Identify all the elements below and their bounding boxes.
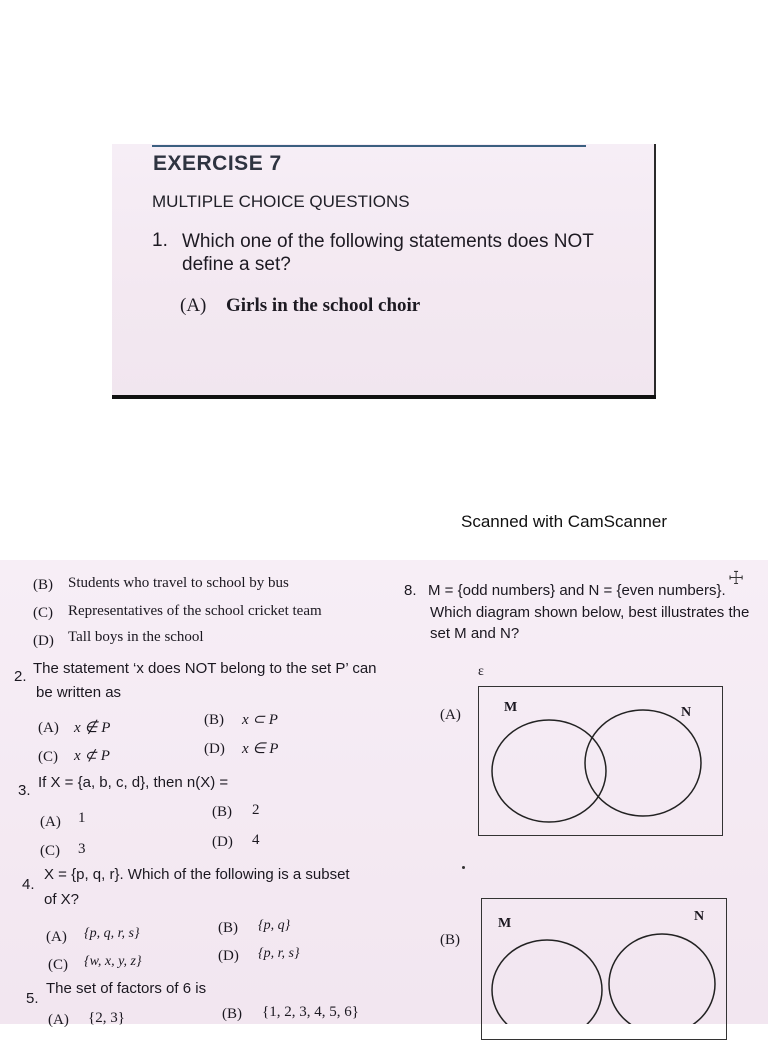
venn-b-circle-n <box>609 934 715 1024</box>
q1-option-c-letter: (C) <box>33 605 53 621</box>
page-corner-mark-icon: ☩ <box>728 568 745 588</box>
q3-option-c-letter: (C) <box>40 843 60 859</box>
q3-option-d-text: 4 <box>252 832 260 848</box>
header-rule <box>152 145 586 147</box>
q3-number: 3. <box>18 782 31 799</box>
q3-option-b-text: 2 <box>252 802 260 818</box>
q1-number: 1. <box>152 230 168 251</box>
q4-option-a-text: {p, q, r, s} <box>84 926 140 941</box>
q2-line1: The statement ‘x does NOT belong to the set P’ can <box>33 660 377 677</box>
q2-option-a-letter: (A) <box>38 720 59 736</box>
q3-option-d-letter: (D) <box>212 834 233 850</box>
q1-option-d-letter: (D) <box>33 633 54 649</box>
q3-text: If X = {a, b, c, d}, then n(X) = <box>38 774 229 791</box>
q4-number: 4. <box>22 876 35 893</box>
q5-option-a-letter: (A) <box>48 1012 69 1028</box>
q4-option-a-letter: (A) <box>46 929 67 945</box>
q3-option-b-letter: (B) <box>212 804 232 820</box>
q2-option-d-text: x ∈ P <box>242 741 279 757</box>
q8-line3: set M and N? <box>430 625 520 642</box>
q8-line1: M = {odd numbers} and N = {even numbers}. <box>428 582 726 599</box>
venn-a-label-m: M <box>504 700 518 715</box>
q4-option-b-text: {p, q} <box>258 918 291 933</box>
speck <box>462 866 465 869</box>
q4-option-c-letter: (C) <box>48 957 68 973</box>
q1-option-b-letter: (B) <box>33 577 53 593</box>
venn-b-label-n: N <box>694 909 705 924</box>
q8-line2: Which diagram shown below, best illustrates the <box>430 604 750 621</box>
q5-number: 5. <box>26 990 39 1007</box>
q8-number: 8. <box>404 582 417 599</box>
q2-line2: be written as <box>36 684 122 701</box>
q2-option-b-letter: (B) <box>204 712 224 728</box>
q4-option-d-text: {p, r, s} <box>258 946 300 961</box>
camscanner-watermark: Scanned with CamScanner <box>461 512 668 531</box>
venn-a-circle-n <box>585 710 701 816</box>
q3-option-a-text: 1 <box>78 810 86 826</box>
exercise-title: EXERCISE 7 <box>153 152 282 175</box>
q2-option-c-letter: (C) <box>38 749 58 765</box>
q1-option-a-text: Girls in the school choir <box>226 295 421 316</box>
q1-option-b-text: Students who travel to school by bus <box>68 575 289 591</box>
q1-option-a-letter: (A) <box>180 295 207 316</box>
q2-option-a-text: x ∉ P <box>74 720 111 736</box>
q4-line2: of X? <box>44 891 80 908</box>
venn-a-circle-m <box>492 720 606 822</box>
venn-a-label-n: N <box>681 705 692 720</box>
q2-option-c-text: x ⊄ P <box>74 748 110 764</box>
q5-option-b-text: {1, 2, 3, 4, 5, 6} <box>262 1004 359 1020</box>
universal-set-symbol: ε <box>478 664 484 679</box>
q8-diagram-b-letter: (B) <box>440 932 460 948</box>
card-bottom-edge <box>112 395 656 399</box>
q4-line1: X = {p, q, r}. Which of the following is a subset <box>44 866 350 883</box>
q8-diagram-a-letter: (A) <box>440 707 461 723</box>
venn-b-label-m: M <box>498 916 512 931</box>
q4-option-b-letter: (B) <box>218 920 238 936</box>
q2-option-d-letter: (D) <box>204 741 225 757</box>
venn-b-circle-m <box>492 940 602 1024</box>
mcq-heading: MULTIPLE CHOICE QUESTIONS <box>152 192 410 211</box>
venn-diagram-a <box>478 686 724 836</box>
q3-option-a-letter: (A) <box>40 814 61 830</box>
q2-number: 2. <box>14 668 27 685</box>
q5-option-b-letter: (B) <box>222 1006 242 1022</box>
q4-option-d-letter: (D) <box>218 948 239 964</box>
q5-text: The set of factors of 6 is <box>46 980 207 997</box>
q1-option-d-text: Tall boys in the school <box>68 629 204 645</box>
q5-option-a-text: {2, 3} <box>88 1010 125 1026</box>
q4-option-c-text: {w, x, y, z} <box>84 954 142 969</box>
q3-option-c-text: 3 <box>78 841 86 857</box>
venn-diagram-b <box>481 898 727 1024</box>
q1-text: Which one of the following statements does NOT define a set? <box>182 231 594 275</box>
q2-option-b-text: x ⊂ P <box>242 712 278 728</box>
q1-option-c-text: Representatives of the school cricket team <box>68 603 322 619</box>
